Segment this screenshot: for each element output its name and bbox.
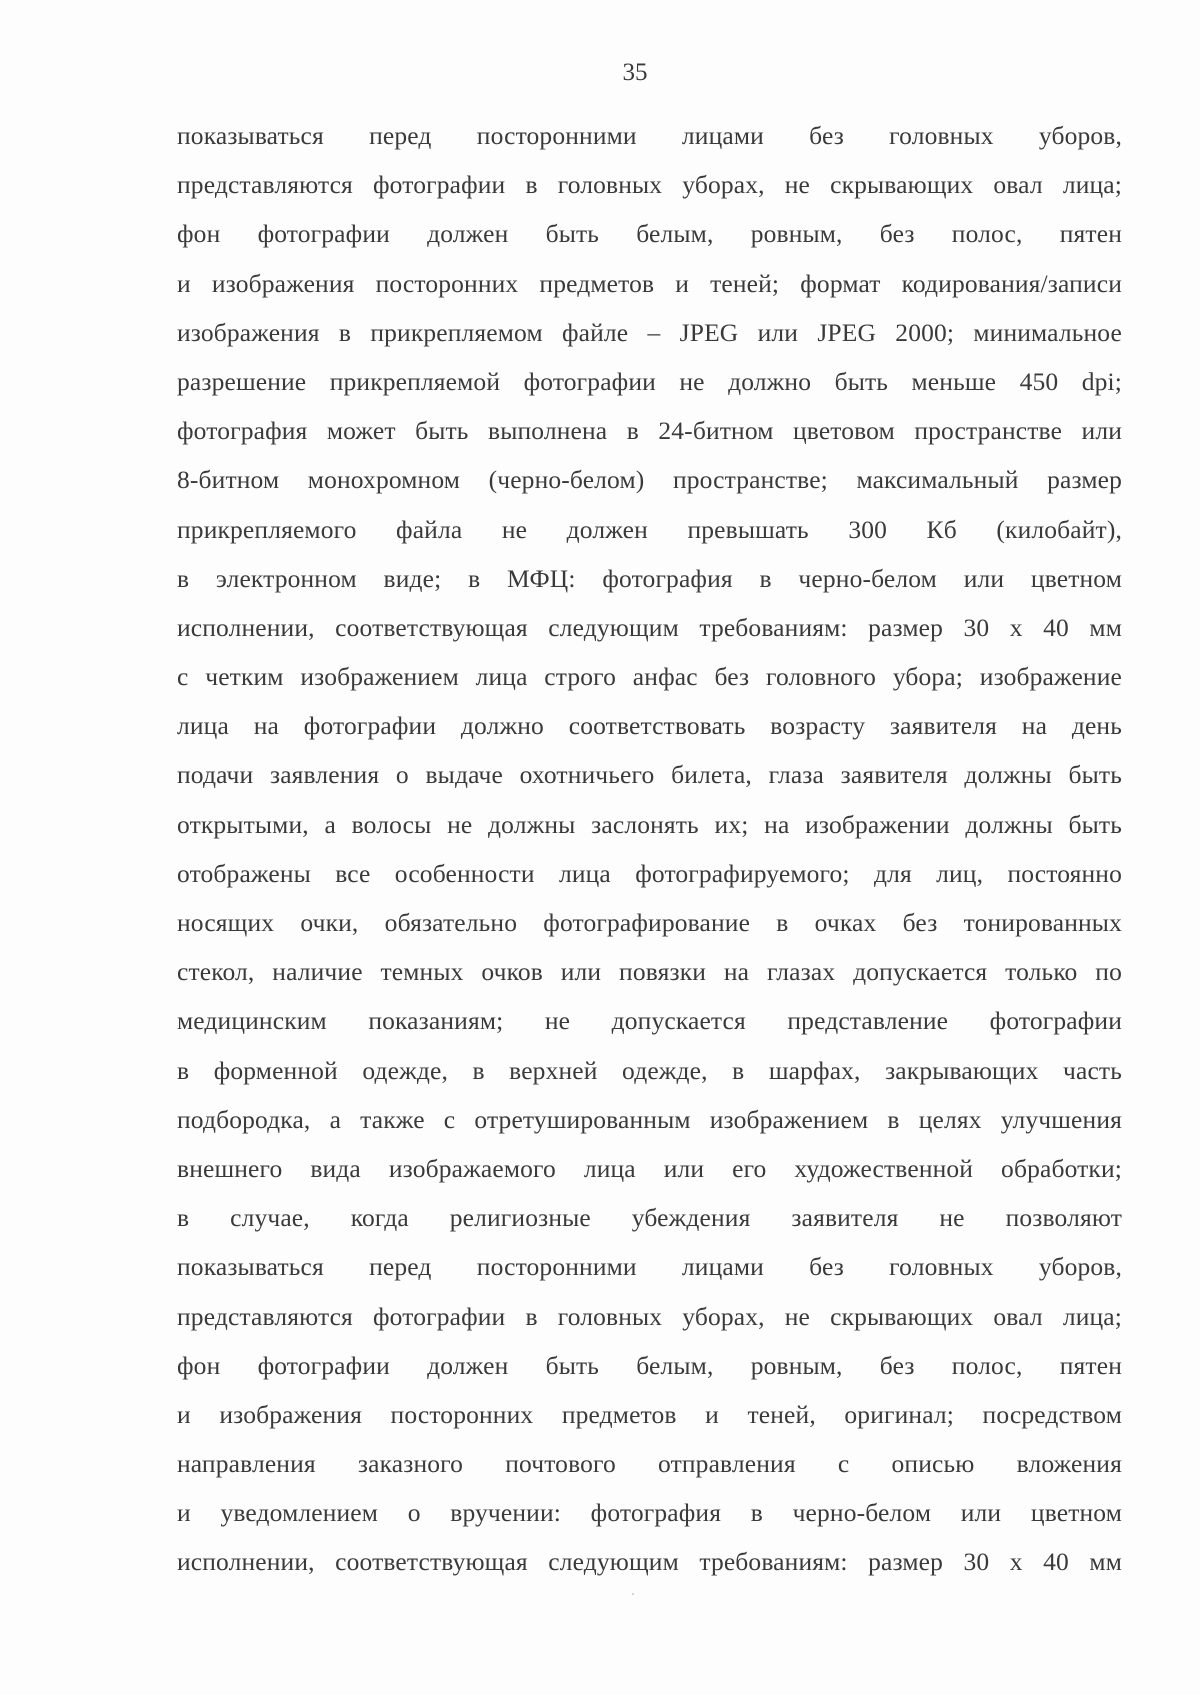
text-line: в электронном виде; в МФЦ: фотография в черно-белом или цветном bbox=[177, 563, 1122, 593]
text-line: лица на фотографии должно соответствовать возрасту заявителя на день bbox=[177, 711, 1122, 741]
text-line: изображения в прикрепляемом файле – JPEG или JPEG 2000; минимальное bbox=[177, 317, 1122, 347]
text-line: направления заказного почтового отправления с описью вложения bbox=[177, 1449, 1122, 1479]
text-line: внешнего вида изображаемого лица или его художественной обработки; bbox=[177, 1153, 1122, 1183]
text-line: медицинским показаниям; не допускается представление фотографии bbox=[177, 1006, 1122, 1036]
text-line: с четким изображением лица строго анфас без головного убора; изображение bbox=[177, 662, 1122, 692]
text-line: в форменной одежде, в верхней одежде, в шарфах, закрывающих часть bbox=[177, 1055, 1122, 1085]
text-line: представляются фотографии в головных уборах, не скрывающих овал лица; bbox=[177, 170, 1122, 200]
text-line: фотография может быть выполнена в 24-битном цветовом пространстве или bbox=[177, 416, 1122, 446]
scan-speck bbox=[632, 1593, 634, 1595]
text-line: исполнении, соответствующая следующим требованиям: размер 30 х 40 мм bbox=[177, 1547, 1122, 1577]
text-line: 8-битном монохромном (черно-белом) пространстве; максимальный размер bbox=[177, 465, 1122, 495]
text-line: подбородка, а также с отретушированным изображением в целях улучшения bbox=[177, 1104, 1122, 1134]
text-line: стекол, наличие темных очков или повязки на глазах допускается только по bbox=[177, 957, 1122, 987]
text-line: и уведомлением о вручении: фотография в черно-белом или цветном bbox=[177, 1498, 1122, 1528]
text-line: прикрепляемого файла не должен превышать 300 Кб (килобайт), bbox=[177, 514, 1122, 544]
text-line: фон фотографии должен быть белым, ровным, без полос, пятен bbox=[177, 219, 1122, 249]
page-number: 35 bbox=[622, 59, 648, 86]
text-line: исполнении, соответствующая следующим требованиям: размер 30 х 40 мм bbox=[177, 612, 1122, 642]
text-line: и изображения посторонних предметов и теней; формат кодирования/записи bbox=[177, 268, 1122, 298]
text-line: открытыми, а волосы не должны заслонять их; на изображении должны быть bbox=[177, 809, 1122, 839]
text-line: носящих очки, обязательно фотографирование в очках без тонированных bbox=[177, 908, 1122, 937]
text-line: фон фотографии должен быть белым, ровным, без полос, пятен bbox=[177, 1350, 1122, 1380]
text-line: и изображения посторонних предметов и теней, оригинал; посредством bbox=[177, 1399, 1122, 1429]
text-line: разрешение прикрепляемой фотографии не должно быть меньше 450 dpi; bbox=[177, 366, 1122, 396]
text-line: показываться перед посторонними лицами без головных уборов, bbox=[177, 121, 1122, 150]
text-line: показываться перед посторонними лицами без головных уборов, bbox=[177, 1252, 1122, 1282]
text-line: подачи заявления о выдаче охотничьего билета, глаза заявителя должны быть bbox=[177, 760, 1122, 790]
body-text bbox=[177, 116, 1122, 1592]
text-line: в случае, когда религиозные убеждения заявителя не позволяют bbox=[177, 1203, 1122, 1233]
text-line: отображены все особенности лица фотографируемого; для лиц, постоянно bbox=[177, 858, 1122, 888]
text-line: представляются фотографии в головных уборах, не скрывающих овал лица; bbox=[177, 1301, 1122, 1331]
